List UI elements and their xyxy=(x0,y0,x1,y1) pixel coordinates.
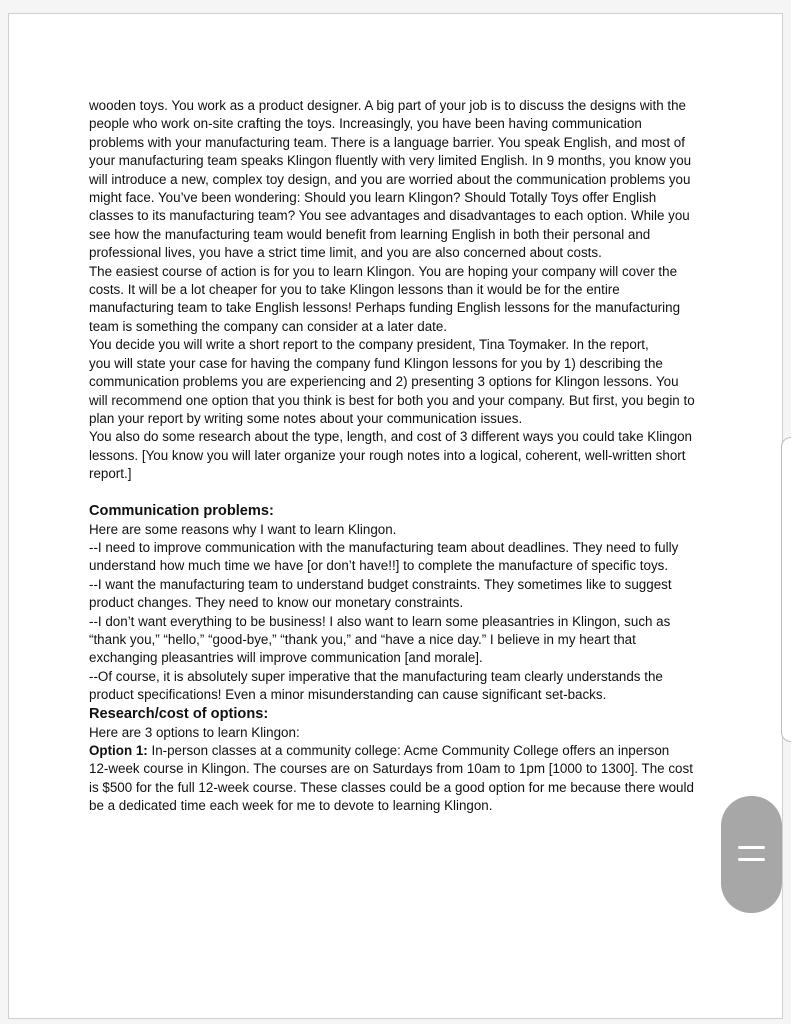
communication-item-pleasantries: --I don’t want everything to be business! I also want to learn some pleasantries in Klingon, such as “thank you,” “hello,” “good-bye,” “thank you,” and “have a nice day.” I believe in my heart that exchanging pleasantries will improve communication [and morale]. xyxy=(89,613,671,666)
drag-handle-icon[interactable] xyxy=(721,796,782,913)
spacer xyxy=(89,484,699,502)
paragraph-easiest-course: The easiest course of action is for you to learn Klingon. You are hoping your company will cover the costs. It will be a lot cheaper for you to take Klingon lessons than it would be for the entire manufacturing team to take English lessons! Perhaps funding English lessons for the manufacturing team is something the company can consider at a later date. xyxy=(89,263,681,334)
research-heading: Research/cost of options: xyxy=(89,705,269,722)
paragraph-state-case: you will state your case for having the company fund Klingon lessons for you by 1) describing the communication problems you are experiencing and 2) presenting 3 options for Klingon lessons. You will recommend one option that you think is best for both you and your company. But first, you begin to plan your report by writing some notes about your communication issues. xyxy=(89,355,695,426)
paragraph-research: You also do some research about the type, length, and cost of 3 different ways you could take Klingon lessons. [You know you will later organize your rough notes into a logical, coherent, well-written short report.] xyxy=(89,429,692,482)
communication-item-budget: --I want the manufacturing team to understand budget constraints. They sometimes like to suggest product changes. They need to know our monetary constraints. xyxy=(89,576,672,611)
communication-heading: Communication problems: xyxy=(89,502,274,519)
document-content xyxy=(89,97,699,816)
communication-item-deadlines: --I need to improve communication with the manufacturing team about deadlines. They need to fully understand how much time we have [or don’t have!!] to complete the manufacture of specific toys. xyxy=(89,539,679,574)
option-1-details: 12-week course in Klingon. The courses are on Saturdays from 10am to 1pm [1000 to 1300]. The cost is $500 for the full 12-week course. These classes could be a good option for me because there would be a dedicated time each week for me to devote to learning Klingon. xyxy=(89,761,694,814)
communication-intro: Here are some reasons why I want to learn Klingon. xyxy=(89,521,397,537)
option-1-label: Option 1: xyxy=(89,743,148,758)
communication-item-specifications: --Of course, it is absolutely super imperative that the manufacturing team clearly understands the product specifications! Even a minor misunderstanding can cause significant set-backs. xyxy=(89,668,663,703)
option-1-text: In-person classes at a community college: Acme Community College offers an inperson xyxy=(147,743,670,758)
handle-bar-bottom xyxy=(738,858,765,861)
research-intro: Here are 3 options to learn Klingon: xyxy=(89,724,300,740)
paragraph-report-decision: You decide you will write a short report to the company president, Tina Toymaker. In the report, xyxy=(89,337,649,353)
side-panel-tab[interactable] xyxy=(781,437,791,742)
paragraph-intro: wooden toys. You work as a product designer. A big part of your job is to discuss the designs with the people who work on-site crafting the toys. Increasingly, you have been having communication problems with your manufacturing team. There is a language barrier. You speak English, and most of your manufacturing team speaks Klingon fluently with very limited English. In 9 months, you know you will introduce a new, complex toy design, and you are worried about the communication problems you might face. You’ve been wondering: Should you learn Klingon? Should Totally Toys offer English classes to its manufacturing team? You see advantages and disadvantages to each option. While you see how the manufacturing team would benefit from learning English in both their personal and professional lives, you have a strict time limit, and you are also concerned about costs. xyxy=(89,98,692,261)
option-1-line xyxy=(89,742,699,760)
handle-bar-top xyxy=(738,846,765,849)
